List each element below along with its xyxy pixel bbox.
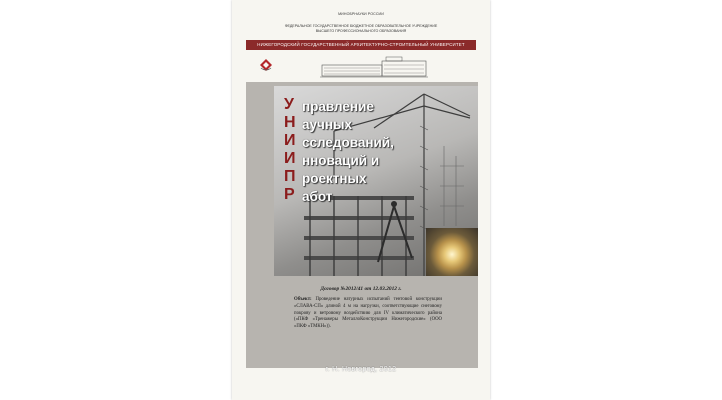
city-year: г. Н. Новгород, 2012 <box>325 366 397 373</box>
initial-letter: П <box>284 168 296 185</box>
object-text: Проведение натурных испытаний тентовой конструкции «СЛАВА-СП» длиной 4 м на нагрузки, соответствующие снеговому покрову и ветровому воздействию для IV климатического района («ПКФ «Тренажеры МеталлоКонструкции Нижегородские» (ООО «ПКФ «ТМКН»)). <box>294 297 442 330</box>
ministry-label: МИНОБРНАУКИ РОССИИ <box>338 12 384 16</box>
contract-object <box>294 297 442 331</box>
university-logo-icon <box>259 58 273 72</box>
initial-letter: Р <box>284 186 295 203</box>
contract-title: Договор №2012/41 от 12.03.2012 г. <box>320 286 402 292</box>
document-page <box>232 0 490 400</box>
initial-letter: И <box>284 150 296 167</box>
title-word: роектных <box>302 171 367 186</box>
university-building-icon <box>320 56 428 78</box>
title-word: правление <box>302 99 374 114</box>
institution-name <box>262 24 460 33</box>
initial-letter: И <box>284 132 296 149</box>
department-title <box>302 98 432 206</box>
title-word: сследований, <box>302 135 394 150</box>
title-word: аучных <box>302 117 353 132</box>
title-word: нноваций и <box>302 153 380 168</box>
institution-line-1: ФЕДЕРАЛЬНОЕ ГОСУДАРСТВЕННОЕ БЮДЖЕТНОЕ ОБРАЗОВАТЕЛЬНОЕ УЧРЕЖДЕНИЕ <box>284 24 438 28</box>
initial-letter: Н <box>284 114 296 131</box>
university-name: НИЖЕГОРОДСКИЙ ГОСУДАРСТВЕННЫЙ АРХИТЕКТУРНО-СТРОИТЕЛЬНЫЙ УНИВЕРСИТЕТ <box>257 42 465 47</box>
department-initials <box>284 96 302 204</box>
title-word: абот <box>302 189 333 204</box>
object-label: Объект: <box>294 297 312 302</box>
tunnel-photo <box>426 228 478 276</box>
initial-letter: У <box>284 96 294 113</box>
university-band <box>246 40 476 50</box>
institution-line-2: ВЫСШЕГО ПРОФЕССИОНАЛЬНОГО ОБРАЗОВАНИЯ <box>315 28 407 33</box>
